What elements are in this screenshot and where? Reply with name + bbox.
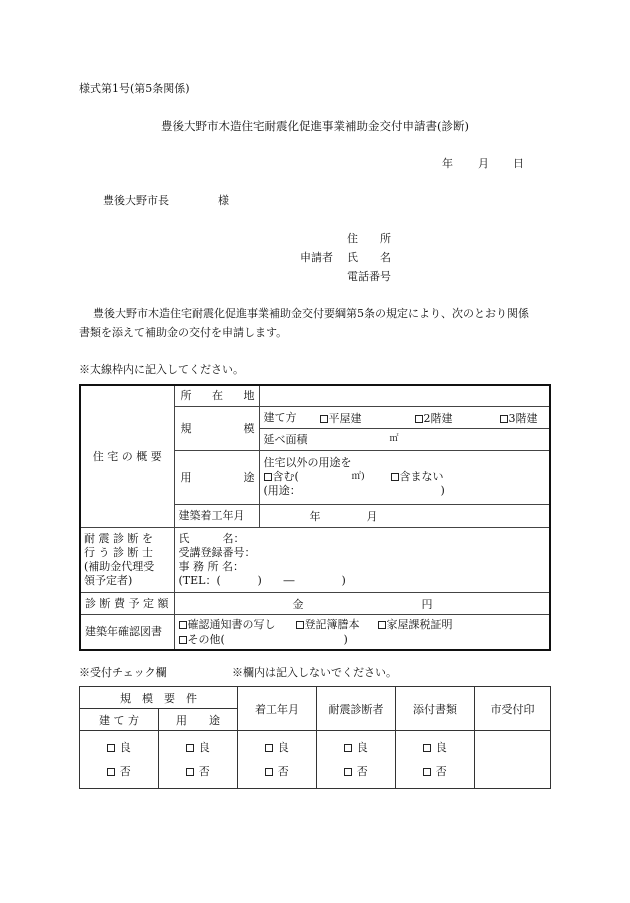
form-number: 様式第1号(第5条関係) <box>79 82 190 95</box>
building-type-label: 建て方 <box>263 410 297 424</box>
reception-check-table <box>79 686 551 789</box>
body-line-1: 豊後大野市木造住宅耐震化促進事業補助金交付要綱第5条の規定により、次のとおり関係 <box>93 307 529 320</box>
diagnostician-header: 耐震診断者 <box>317 687 396 731</box>
check-good[interactable]: 良 <box>80 736 158 760</box>
diagnostician-reg-no-label: 受講登録番号： <box>178 545 256 559</box>
building-type-header: 建 て 方 <box>80 709 159 731</box>
check-no[interactable]: 否 <box>396 760 474 784</box>
check-usage <box>159 731 238 789</box>
body-line-2: 書類を添えて補助金の交付を申請します。 <box>79 326 288 339</box>
tel-dash: ― <box>283 573 295 587</box>
building-type-row <box>259 406 550 428</box>
other-use-label: 住宅以外の用途を <box>263 456 352 469</box>
floor-area-row <box>259 428 550 450</box>
name-label: 氏 名 <box>347 251 391 264</box>
phone-label: 電話番号 <box>347 270 391 283</box>
money-prefix: 金 <box>292 597 304 611</box>
construction-month-label: 月 <box>366 509 378 523</box>
checkbox-two-story[interactable]: 2階建 <box>415 412 453 425</box>
attached-docs-header: 添付書類 <box>396 687 475 731</box>
address-label: 住 所 <box>347 232 391 245</box>
tel-close-paren: ) <box>341 573 346 587</box>
usage-paren-close: ) <box>440 484 445 497</box>
applicant-label: 申請者 <box>300 251 333 264</box>
bold-frame-note: ※太線枠内に記入してください。 <box>79 363 244 376</box>
construction-year-label: 年 <box>309 509 321 523</box>
checkbox-one-story[interactable]: 平屋建 <box>320 412 362 425</box>
check-diagnostician <box>317 731 396 789</box>
usage-row <box>259 450 550 504</box>
date-year-label: 年 <box>442 157 453 170</box>
location-field[interactable] <box>259 385 550 406</box>
diagnostician-fields <box>174 527 550 592</box>
planned-cost-label: 診 断 費 予 定 額 <box>80 592 174 614</box>
application-form-table <box>79 384 551 651</box>
check-good[interactable]: 良 <box>317 736 395 760</box>
docs-row <box>174 614 550 650</box>
reception-check-label: ※受付チェック欄 <box>79 666 167 679</box>
floor-area-unit: ㎡ <box>389 433 399 444</box>
docs-label: 建築年確認図書 <box>80 614 174 650</box>
diagnostician-tel-label: (TEL：( <box>178 573 221 587</box>
check-building-type <box>80 731 159 789</box>
form-title: 豊後大野市木造住宅耐震化促進事業補助金交付申請書(診断) <box>161 119 469 133</box>
check-good[interactable]: 良 <box>159 736 237 760</box>
check-good[interactable]: 良 <box>238 736 316 760</box>
check-no[interactable]: 否 <box>317 760 395 784</box>
start-date-header: 着工年月 <box>238 687 317 731</box>
scale-label: 規 模 <box>174 406 259 450</box>
date-day-label: 日 <box>513 157 524 170</box>
check-no[interactable]: 否 <box>80 760 158 784</box>
checkbox-doc-other[interactable]: その他( <box>179 633 225 646</box>
check-no[interactable]: 否 <box>159 760 237 784</box>
checkbox-doc-registry[interactable]: 登記簿謄本 <box>296 617 360 632</box>
check-start-date <box>238 731 317 789</box>
usage-label: 用 途 <box>174 450 259 504</box>
reception-check-note: ※欄内は記入しないでください。 <box>232 666 397 679</box>
addressee-name: 豊後大野市長 <box>103 194 169 207</box>
checkbox-three-story[interactable]: 3階建 <box>500 412 538 425</box>
city-stamp-area <box>475 731 551 789</box>
check-no[interactable]: 否 <box>238 760 316 784</box>
usage-header: 用 途 <box>159 709 238 731</box>
scale-requirement-header: 規 模 要 件 <box>80 687 238 709</box>
diagnostician-name-label: 氏 名： <box>178 531 245 545</box>
addressee-honorific: 様 <box>218 194 229 207</box>
check-attached-docs <box>396 731 475 789</box>
construction-start-label: 建築着工年月 <box>174 504 259 527</box>
floor-area-label: 延べ面積 <box>263 432 308 446</box>
location-label: 所 在 地 <box>174 385 259 406</box>
tel-paren: ) <box>257 573 262 587</box>
usage-paren-open: (用途： <box>263 484 301 497</box>
checkbox-not-included[interactable]: 含まない <box>391 470 444 484</box>
housing-overview-label: 住 宅 の 概 要 <box>80 385 174 527</box>
includes-unit: ㎡) <box>351 471 365 482</box>
diagnostician-label: 耐 震 診 断 を 行 う 診 断 士 (補助金代理受 領予定者) <box>80 527 174 592</box>
city-stamp-header: 市受付印 <box>475 687 551 731</box>
diagnostician-office-label: 事 務 所 名： <box>178 559 244 573</box>
planned-cost-row[interactable] <box>174 592 550 614</box>
checkbox-doc-confirmation[interactable]: 確認通知書の写し <box>179 618 276 631</box>
construction-start-row[interactable] <box>259 504 550 527</box>
date-month-label: 月 <box>478 157 489 170</box>
checkbox-doc-tax[interactable]: 家屋課税証明 <box>378 617 453 632</box>
check-good[interactable]: 良 <box>396 736 474 760</box>
money-unit: 円 <box>421 597 433 611</box>
checkbox-includes[interactable]: 含む( <box>264 470 299 483</box>
doc-other-close: ) <box>343 632 348 646</box>
